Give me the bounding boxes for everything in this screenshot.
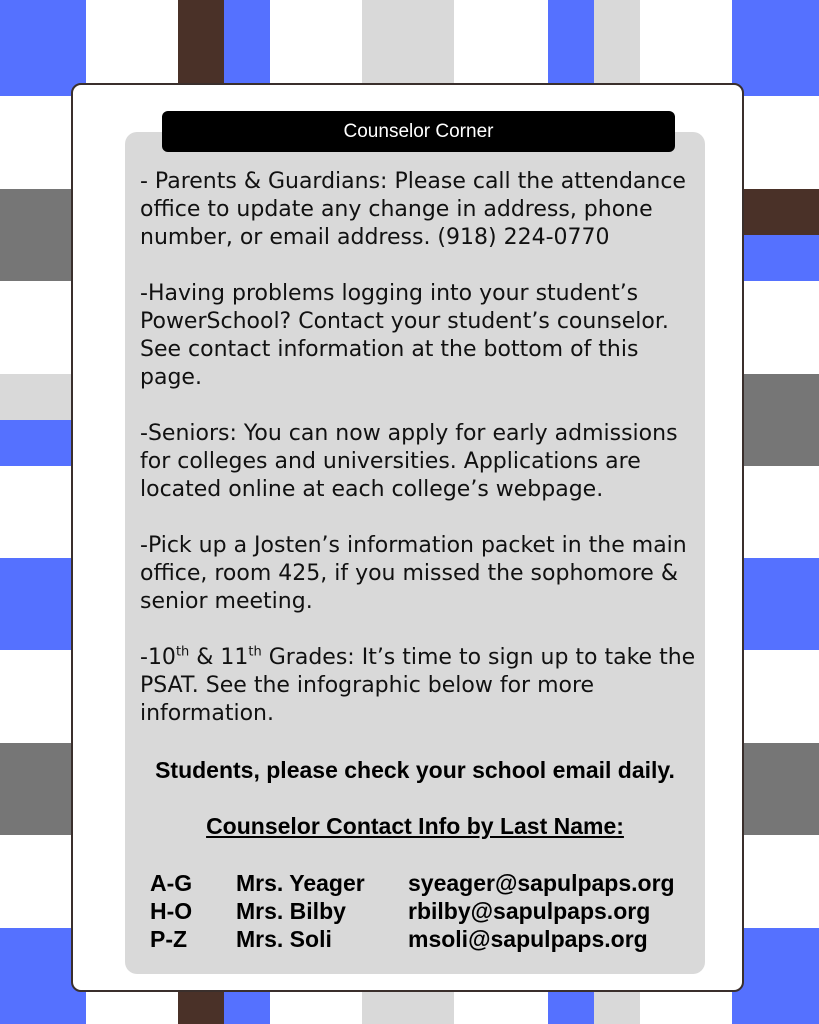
plaid-band <box>732 835 819 928</box>
ordinal-suffix: th <box>175 644 190 660</box>
bulletin-item: -Pick up a Josten’s information packet in the main office, room 425, if you missed the sophomore & senior meeting. <box>140 533 687 614</box>
counselor-name: Mrs. Soli <box>236 926 332 952</box>
plaid-band <box>732 189 819 235</box>
bulletin-item: -Having problems logging into your student’s PowerSchool? Contact your student’s counselor. See contact information at the bottom of this page. <box>140 281 669 390</box>
plaid-band <box>0 0 86 96</box>
contacts-heading: Counselor Contact Info by Last Name: <box>206 813 624 839</box>
plaid-band <box>732 466 819 558</box>
plaid-band <box>732 374 819 466</box>
contact-row <box>150 926 710 954</box>
contact-row <box>150 870 710 898</box>
bulletin-item: - Parents & Guardians: Please call the attendance office to update any change in address, phone number, or email address. (918) 224-0770 <box>140 169 686 250</box>
counselor-name: Mrs. Yeager <box>236 870 365 896</box>
plaid-band <box>732 743 819 835</box>
last-name-range: H-O <box>150 898 193 924</box>
counselor-email-link[interactable]: syeager@sapulpaps.org <box>408 870 675 896</box>
grade-10: -10 <box>140 645 176 670</box>
counselor-email-link[interactable]: msoli@sapulpaps.org <box>408 926 648 952</box>
ordinal-suffix: th <box>248 644 262 660</box>
last-name-range: A-G <box>150 870 193 896</box>
email-notice: Students, please check your school email daily. <box>155 757 675 783</box>
bulletin-item: -Seniors: You can now apply for early admissions for colleges and universities. Applications are located online at each college’s webpage. <box>140 421 678 502</box>
plaid-band <box>732 281 819 374</box>
counselor-name: Mrs. Bilby <box>236 898 346 924</box>
grade-11: & 11 <box>189 645 249 670</box>
last-name-range: P-Z <box>150 926 188 952</box>
plaid-band <box>732 650 819 743</box>
bulletin-item <box>140 644 700 728</box>
psat-text: Grades: It’s time to sign up to take the PSAT. See the infographic below for more information. <box>140 645 696 726</box>
counselor-email-link[interactable]: rbilby@sapulpaps.org <box>408 898 651 924</box>
title-banner <box>162 111 675 152</box>
plaid-band <box>732 96 819 189</box>
contact-row <box>150 898 710 926</box>
page-title: Counselor Corner <box>343 120 494 142</box>
bulletin-list <box>140 168 700 756</box>
